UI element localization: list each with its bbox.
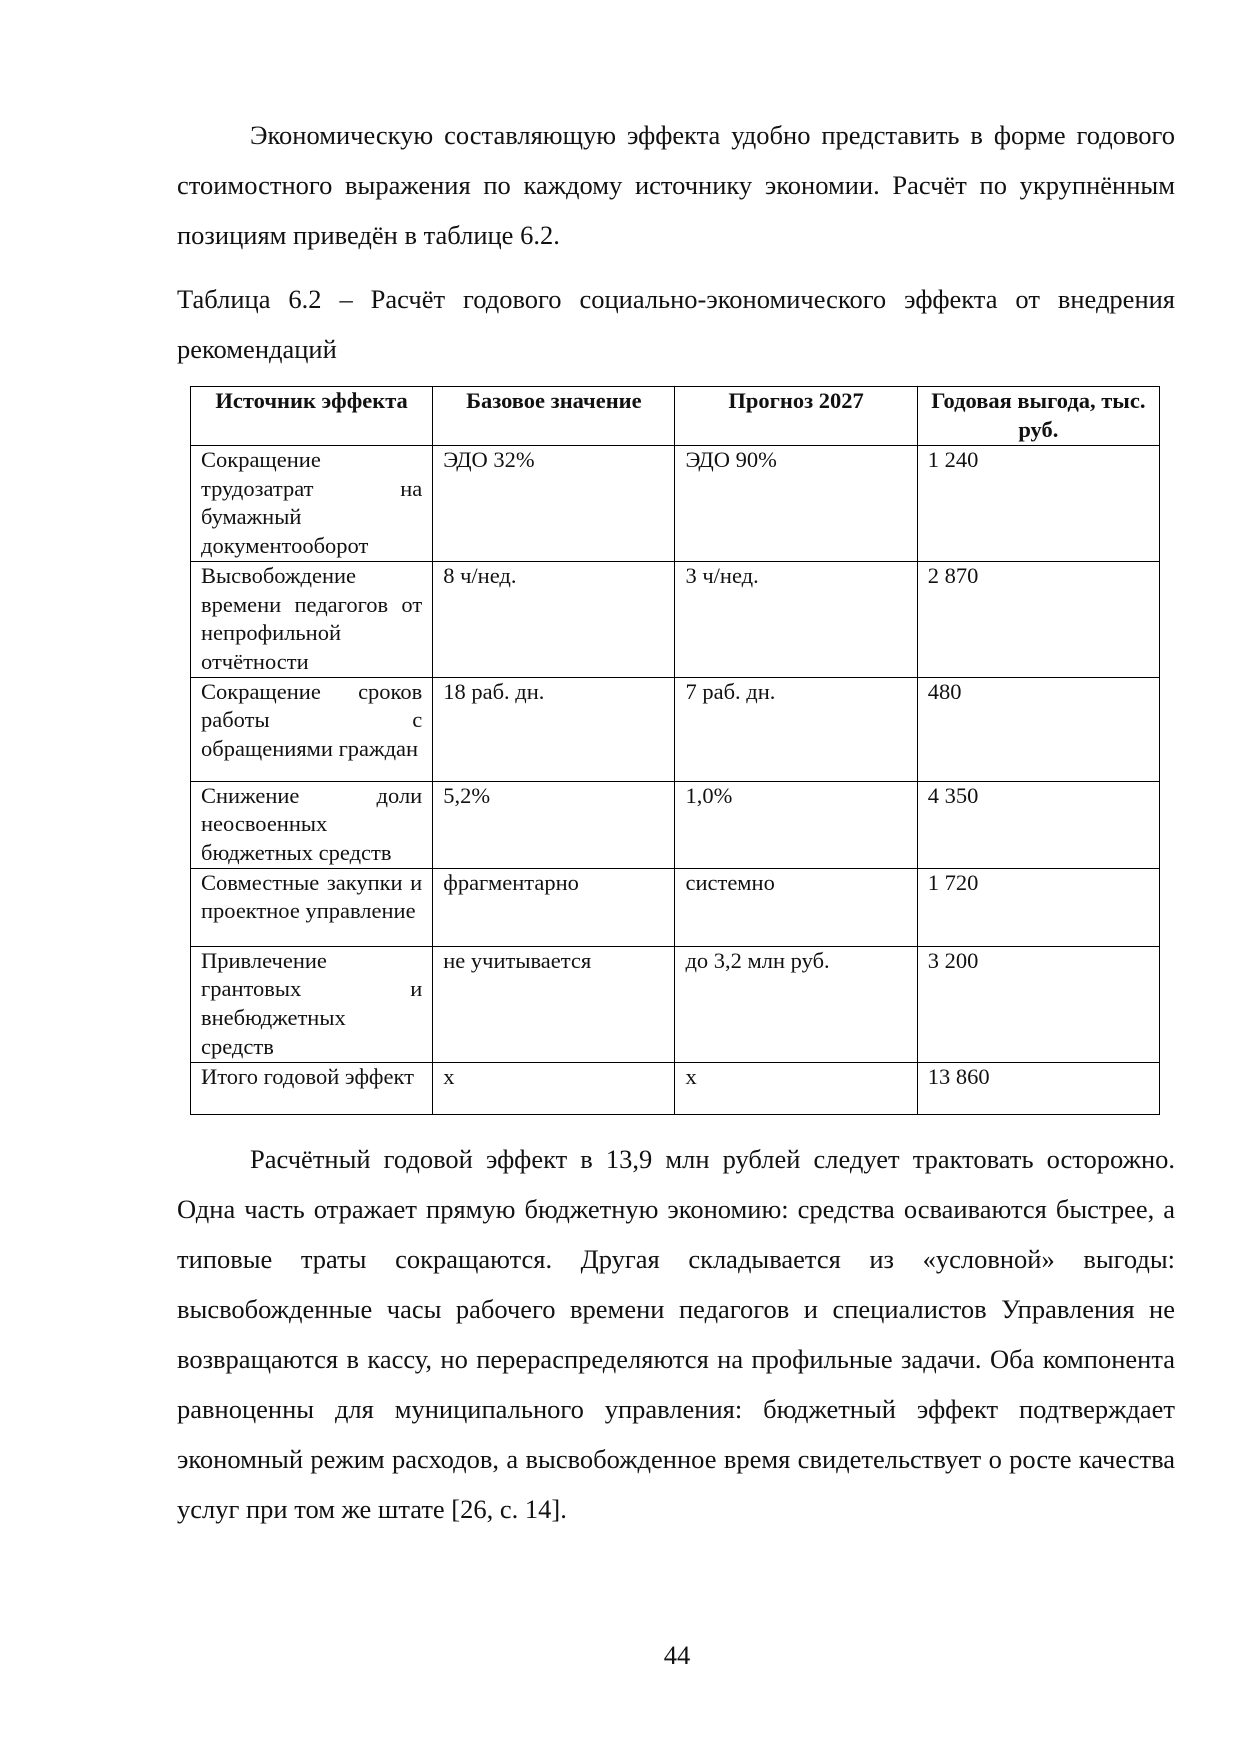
cell-base-value: х	[433, 1062, 675, 1114]
cell-benefit: 4 350	[917, 781, 1159, 868]
cell-source: Снижение доли неосвоенных бюджетных средств	[191, 781, 433, 868]
table-row-total	[191, 1062, 1160, 1114]
cell-base-value: не учитывается	[433, 946, 675, 1062]
body-paragraph-intro: Экономическую составляющую эффекта удобно представить в форме годового стоимостного выражения по каждому источнику экономии. Расчёт по укрупнённым позициям приведён в таблице 6.2.	[177, 120, 1175, 250]
cell-benefit: 480	[917, 677, 1159, 781]
cell-source: Итого годовой эффект	[191, 1062, 433, 1114]
cell-base-value: фрагментарно	[433, 868, 675, 946]
cell-base-value: 5,2%	[433, 781, 675, 868]
table-row	[191, 946, 1160, 1062]
cell-source: Совместные закупки и проектное управление	[191, 868, 433, 946]
cell-source: Высвобождение времени педагогов от непрофильной отчётности	[191, 561, 433, 677]
table-row	[191, 781, 1160, 868]
cell-forecast: ЭДО 90%	[675, 446, 917, 562]
cell-forecast: до 3,2 млн руб.	[675, 946, 917, 1062]
cell-benefit: 1 240	[917, 446, 1159, 562]
cell-forecast: 1,0%	[675, 781, 917, 868]
cell-forecast: 7 раб. дн.	[675, 677, 917, 781]
cell-source: Сокращение трудозатрат на бумажный документооборот	[191, 446, 433, 562]
header-annual-benefit: Годовая выгода, тыс. руб.	[917, 387, 1159, 446]
table-row	[191, 561, 1160, 677]
cell-base-value: ЭДО 32%	[433, 446, 675, 562]
cell-base-value: 8 ч/нед.	[433, 561, 675, 677]
cell-benefit: 13 860	[917, 1062, 1159, 1114]
table-row	[191, 446, 1160, 562]
body-paragraph-conclusion: Расчётный годовой эффект в 13,9 млн рублей следует трактовать осторожно. Одна часть отражает прямую бюджетную экономию: средства осваиваются быстрее, а типовые траты сокращаются. Другая складывается из «условной» выгоды: высвобожденные часы рабочего времени педагогов и специалистов Управления не возвращаются в кассу, но перераспределяются на профильные задачи. Оба компонента равноценны для муниципального управления: бюджетный эффект подтверждает экономный режим расходов, а высвобожденное время свидетельствует о росте качества услуг при том же штате [26, с. 14].	[177, 1144, 1175, 1524]
effect-table	[190, 386, 1160, 1115]
cell-benefit: 1 720	[917, 868, 1159, 946]
cell-source: Привлечение грантовых и внебюджетных средств	[191, 946, 433, 1062]
cell-forecast: 3 ч/нед.	[675, 561, 917, 677]
cell-benefit: 3 200	[917, 946, 1159, 1062]
table-header-row	[191, 387, 1160, 446]
header-base-value: Базовое значение	[433, 387, 675, 446]
page-number: 44	[663, 1640, 691, 1670]
cell-forecast: х	[675, 1062, 917, 1114]
header-source: Источник эффекта	[191, 387, 433, 446]
table-row	[191, 677, 1160, 781]
cell-source: Сокращение сроков работы с обращениями граждан	[191, 677, 433, 781]
table-caption: Таблица 6.2 – Расчёт годового социально-экономического эффекта от внедрения рекомендаций	[177, 284, 1175, 364]
cell-base-value: 18 раб. дн.	[433, 677, 675, 781]
table-row	[191, 868, 1160, 946]
cell-benefit: 2 870	[917, 561, 1159, 677]
cell-forecast: системно	[675, 868, 917, 946]
header-forecast-2027: Прогноз 2027	[675, 387, 917, 446]
